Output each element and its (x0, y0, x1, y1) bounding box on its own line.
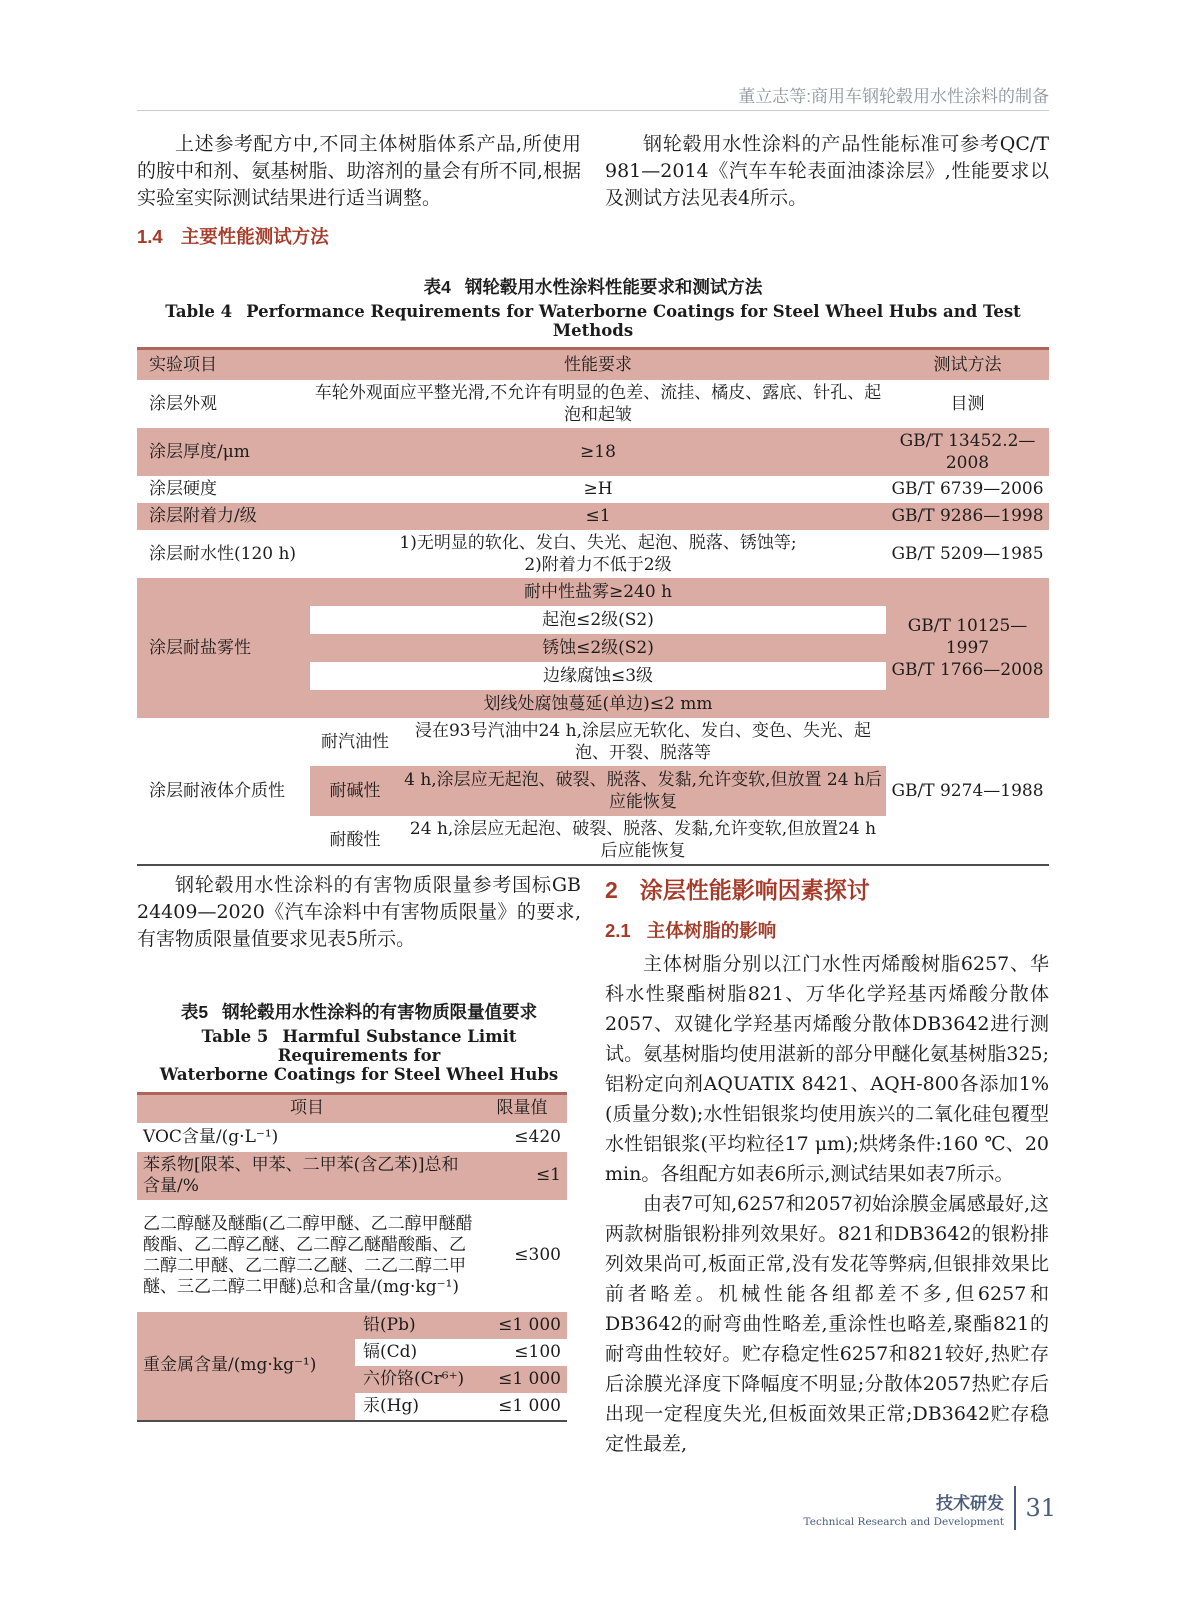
table4-col-req: 性能要求 (310, 349, 886, 380)
table4-row-thickness (137, 428, 1049, 476)
cell-item: 涂层耐盐雾性 (137, 578, 310, 718)
water-req-line1: 1)无明显的软化、发白、失光、起泡、脱落、锈蚀等; (399, 532, 797, 553)
cell-method: GB/T 5209—1985 (891, 543, 1044, 564)
table4-block (137, 274, 1049, 866)
cell-limit: ≤100 (477, 1339, 567, 1366)
cell-item: 重金属含量/(mg·kg⁻¹) (137, 1312, 355, 1421)
cell-req: 划线处腐蚀蔓延(单边)≤2 mm (310, 690, 886, 718)
table4-row-hardness (137, 476, 1049, 503)
section-1-4-number: 1.4 (137, 226, 163, 247)
cell-method: GB/T 9274—1988 (891, 780, 1044, 801)
salt-method-line2: GB/T 1766—2008 (891, 659, 1044, 680)
table5-title-en-text1: Harmful Substance Limit Requirements for (277, 1027, 517, 1065)
cell-req: ≤1 (310, 503, 886, 530)
table5-col-limit: 限量值 (477, 1094, 567, 1123)
cell-req: 车轮外观面应平整光滑,不允许有明显的色差、流挂、橘皮、露底、针孔、起泡和起皱 (314, 382, 882, 425)
table4-col-method: 测试方法 (886, 349, 1049, 380)
footer-label-en: Technical Research and Development (803, 1515, 1004, 1528)
table5-row-lead (137, 1312, 567, 1339)
table4-col-item: 实验项目 (137, 349, 310, 380)
footer-divider (1014, 1486, 1017, 1530)
table4-title-en-text: Performance Requirements for Waterborne Coatings for Steel Wheel Hubs and Test Methods (246, 302, 1021, 340)
table4 (137, 347, 1049, 866)
cell-req: 边缘腐蚀≤3级 (310, 662, 886, 690)
section-2-paragraph-2: 由表7可知,6257和2057初始涂膜金属感最好,这两款树脂银粉排列效果好。821和DB3642的银粉排列效果尚可,板面正常,没有发花等弊病,但银排效果比前者略差。机械性能各组都差不多,但6257和DB3642的耐弯曲性略差,重涂性也略差,聚酯821的耐弯曲性较好。贮存稳定性6257和821较好,热贮存后涂膜光泽度下降幅度不明显;分散体2057热贮存后出现一定程度失光,但板面效果正常;DB3642贮存稳定性最差, (605, 1193, 1049, 1455)
section-2-title: 涂层性能影响因素探讨 (639, 877, 870, 903)
table5-title-en-line2: Waterborne Coatings for Steel Wheel Hubs (159, 1065, 559, 1084)
cell-sub: 镉(Cd) (355, 1339, 477, 1366)
table5-row-benzene (137, 1152, 567, 1200)
cell-req: 耐中性盐雾≥240 h (310, 578, 886, 606)
cell-limit: ≤420 (514, 1126, 561, 1147)
cell-limit: ≤300 (514, 1245, 561, 1265)
cell-item: 涂层硬度 (149, 479, 217, 499)
intro-right-column (605, 131, 1049, 249)
table4-label-en: Table 4 (165, 302, 233, 321)
cell-sub: 耐汽油性 (321, 731, 389, 752)
table5-col-item: 项目 (137, 1094, 477, 1123)
cell-item: VOC含量/(g·L⁻¹) (143, 1126, 279, 1147)
section-2-number: 2 (605, 877, 618, 903)
section-2-paragraph-1: 主体树脂分别以江门水性丙烯酸树脂6257、华科水性聚酯树脂821、万华化学羟基丙烯酸分散体2057、双键化学羟基丙烯酸分散体DB3642进行测试。氨基树脂均使用湛新的部分甲醚化氨基树脂325;铝粉定向剂AQUATIX 8421、AQH-800各添加1%(质量分数);水性铝银浆均使用族兴的二氧化硅包覆型水性铝银浆(平均粒径17 μm);烘烤条件:160 ℃、20 min。各组配方如表6所示,测试结果如表7所示。 (605, 953, 1049, 1185)
cell-method: GB/T 13452.2—2008 (886, 428, 1049, 476)
intro-left-paragraph: 上述参考配方中,不同主体树脂体系产品,所使用的胺中和剂、氨基树脂、助溶剂的量会有所不同,根据实验室实际测试结果进行适当调整。 (137, 133, 581, 209)
cell-item: 涂层耐水性(120 h) (149, 543, 297, 564)
table5-header-row (137, 1094, 567, 1123)
cell-sub: 耐酸性 (329, 829, 381, 850)
table4-row-water (137, 530, 1049, 578)
intro-right-paragraph: 钢轮毂用水性涂料的产品性能标准可参考QC/T 981—2014《汽车车轮表面油漆涂层》,性能要求以及测试方法见表4所示。 (605, 133, 1049, 209)
footer-label-cn: 技术研发 (935, 1493, 1004, 1513)
table4-row-appearance (137, 380, 1049, 428)
cell-limit: ≤1 000 (477, 1393, 567, 1421)
cell-req: 24 h,涂层应无起泡、破裂、脱落、发黏,允许变软,但放置24 h后应能恢复 (409, 818, 877, 861)
table4-row-gasoline (137, 718, 1049, 766)
section-2-1-heading (605, 917, 1049, 943)
table4-header-row (137, 349, 1049, 380)
cell-req: 浸在93号汽油中24 h,涂层应无软化、发白、变色、失光、起泡、开裂、脱落等 (414, 720, 872, 763)
table5 (137, 1092, 567, 1422)
table5-titles (137, 999, 581, 1084)
cell-item: 涂层外观 (149, 393, 217, 414)
cell-item: 苯系物[限苯、甲苯、二甲苯(含乙苯)]总和含量/% (137, 1152, 477, 1200)
intro-columns (137, 131, 1049, 249)
header-rule (137, 110, 1049, 111)
table4-title-en (137, 302, 1049, 340)
table5-row-voc (137, 1123, 567, 1152)
section-1-4-title: 主要性能测试方法 (180, 226, 329, 247)
cell-req: 4 h,涂层应无起泡、破裂、脱落、发黏,允许变软,但放置 24 h后应能恢复 (400, 766, 886, 816)
cell-limit: ≤1 000 (477, 1366, 567, 1393)
cell-item: 乙二醇醚及醚酯(乙二醇甲醚、乙二醇甲醚醋酸酯、乙二醇乙醚、乙二醇乙醚醋酸酯、乙二醇二甲醚、乙二醇二乙醚、二乙二醇二甲醚、三乙二醇二甲醚)总和含量/(mg·kg⁻¹) (143, 1213, 473, 1297)
cell-method: 目测 (950, 393, 985, 414)
harmful-paragraph: 钢轮毂用水性涂料的有害物质限量参考国标GB 24409—2020《汽车涂料中有害物质限量》的要求,有害物质限量值要求见表5所示。 (137, 874, 581, 950)
intro-left-column (137, 131, 581, 249)
cell-req: 起泡≤2级(S2) (310, 606, 886, 634)
cell-item: 涂层附着力/级 (137, 503, 310, 530)
cell-limit: ≤1 000 (477, 1312, 567, 1339)
page-footer (804, 1486, 1056, 1530)
table4-label-cn: 表4 (423, 277, 451, 297)
section-2-1-title: 主体树脂的影响 (646, 920, 777, 941)
cell-method: GB/T 9286—1998 (886, 503, 1049, 530)
cell-method: GB/T 6739—2006 (891, 479, 1044, 499)
cell-item: 涂层厚度/μm (137, 428, 310, 476)
water-req-line2: 2)附着力不低于2级 (524, 554, 672, 575)
bottom-left-column (137, 872, 581, 1422)
cell-sub: 铅(Pb) (355, 1312, 477, 1339)
running-head: 董立志等:商用车钢轮毂用水性涂料的制备 (738, 87, 1049, 106)
section-2-1-number: 2.1 (605, 920, 631, 941)
table5-label-en: Table 5 (201, 1027, 269, 1046)
cell-sub: 汞(Hg) (355, 1393, 477, 1421)
table4-row-adhesion (137, 503, 1049, 530)
cell-sub: 耐碱性 (310, 766, 400, 816)
cell-method (886, 578, 1049, 718)
table5-title-en-line1 (137, 1027, 581, 1065)
page-number: 31 (1025, 1494, 1056, 1522)
table4-title-cn (137, 274, 1049, 299)
cell-item: 涂层耐液体介质性 (149, 780, 285, 801)
table4-row-salt-1 (137, 578, 1049, 606)
cell-req (310, 530, 886, 578)
cell-req: ≥H (583, 479, 613, 499)
cell-req: 锈蚀≤2级(S2) (310, 634, 886, 662)
section-2-heading (605, 872, 1049, 905)
table5-title-cn (137, 999, 581, 1024)
cell-limit: ≤1 (477, 1152, 567, 1200)
section-1-4-heading (137, 223, 581, 249)
table4-title-cn-text: 钢轮毂用水性涂料性能要求和测试方法 (464, 277, 763, 297)
bottom-right-column (605, 872, 1049, 1459)
salt-method-line1: GB/T 10125—1997 (907, 615, 1028, 658)
table5-row-glycol (137, 1200, 567, 1312)
cell-sub: 六价铬(Cr⁶⁺) (355, 1366, 477, 1393)
table5-title-cn-text: 钢轮毂用水性涂料的有害物质限量值要求 (222, 1002, 538, 1022)
table5-label-cn: 表5 (180, 1002, 209, 1022)
footer-labels (804, 1489, 1004, 1528)
cell-req: ≥18 (310, 428, 886, 476)
